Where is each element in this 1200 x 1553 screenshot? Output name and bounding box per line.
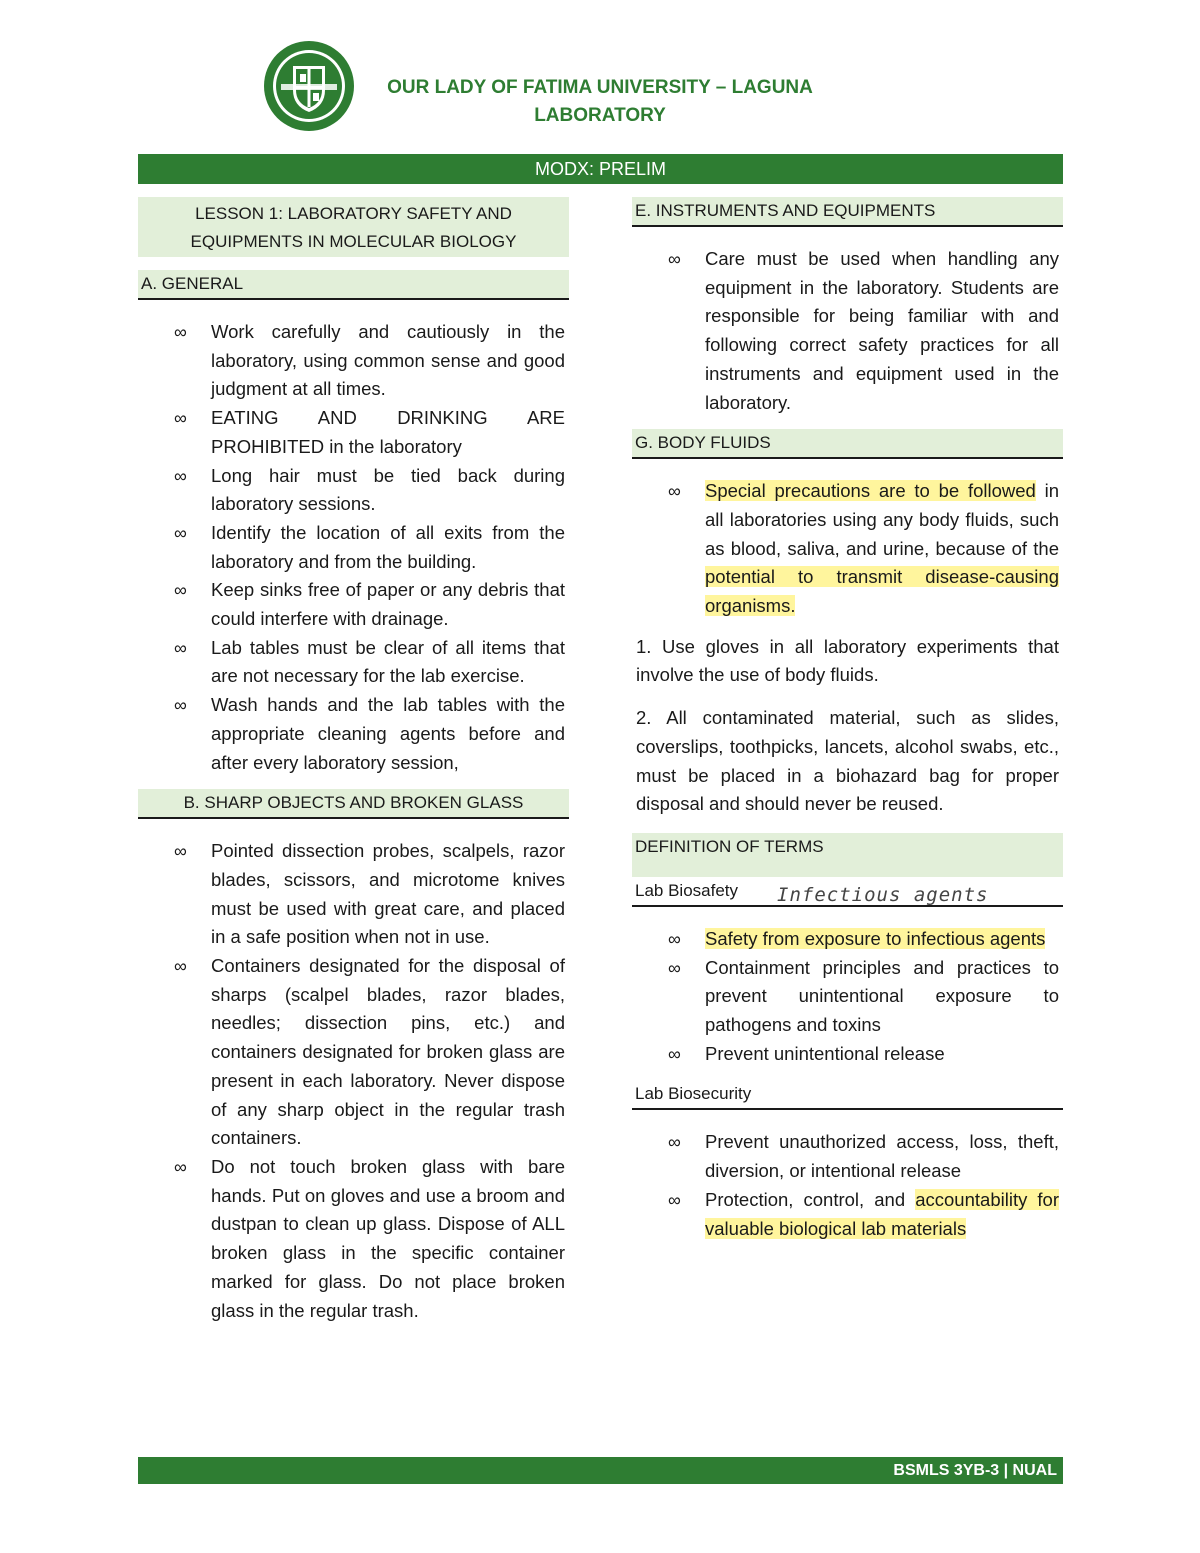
infinity-bullet-icon: ∞ (668, 249, 681, 269)
highlighted-text: accountability for valuable biological lab materials (705, 1188, 1060, 1239)
infinity-bullet-icon: ∞ (668, 928, 681, 949)
left-column (138, 197, 569, 1337)
section-heading-general: A. GENERAL (138, 270, 569, 300)
list-item: ∞ Special precautions are to be followed in all laboratories using any body fluids, such as blood, saliva, and urine, because of the potential to transmit disease-causing organisms. (632, 477, 1063, 621)
list-item: ∞ EATING AND DRINKING ARE PROHIBITED in the laboratory (138, 404, 569, 461)
module-banner: MODX: PRELIM (138, 154, 1063, 184)
list-item: ∞ Pointed dissection probes, scalpels, razor blades, scissors, and microtome knives must be used with great care, and placed in a safe position when not in use. (138, 837, 569, 952)
list-item: ∞ Prevent unintentional release (632, 1040, 1063, 1069)
lab-biosafety-label: Lab Biosafety (635, 880, 739, 900)
body-fluids-rule-1: 1. Use gloves in all laboratory experiments that involve the use of body fluids. (636, 635, 1059, 686)
infinity-bullet-icon: ∞ (174, 322, 187, 342)
infinity-bullet-icon: ∞ (174, 522, 187, 543)
page-header (0, 0, 1200, 140)
list-item: ∞ Prevent unauthorized access, loss, theft, diversion, or intentional release (632, 1128, 1063, 1185)
section-heading-body-fluids: G. BODY FLUIDS (632, 429, 1063, 459)
sharp-objects-list (138, 837, 569, 1325)
infinity-bullet-icon: ∞ (174, 408, 187, 429)
footer-banner: BSMLS 3YB-3 | NUAL (138, 1457, 1063, 1484)
section-heading-definitions: DEFINITION OF TERMS (632, 833, 1063, 877)
infinity-bullet-icon: ∞ (174, 956, 187, 977)
section-heading-sharp-objects: B. SHARP OBJECTS AND BROKEN GLASS (138, 789, 569, 819)
lab-biosecurity-label: Lab Biosecurity (635, 1084, 752, 1104)
list-item (632, 925, 1063, 954)
list-item: ∞ Containers designated for the disposal of sharps (scalpel blades, razor blades, needles; dissection pins, etc.) and containers designated for broken glass are present in each laboratory. Never dispose of any sharp object in the regular trash containers. (138, 952, 569, 1153)
infinity-bullet-icon: ∞ (668, 481, 681, 502)
section-heading-instruments: E. INSTRUMENTS AND EQUIPMENTS (632, 197, 1063, 227)
body-fluids-rule-2: 2. All contaminated material, such as slides, coverslips, toothpicks, lancets, alcohol swabs, etc., must be placed in a biohazard bag for proper disposal and should never be reused. (636, 707, 1059, 815)
list-item: ∞ Work carefully and cautiously in the laboratory, using common sense and good judgment at all times. (138, 318, 569, 404)
infinity-bullet-icon: ∞ (174, 841, 187, 862)
list-item: ∞ Protection, control, and accountability for valuable biological lab materials (632, 1186, 1063, 1243)
list-item: ∞ Containment principles and practices to prevent unintentional exposure to pathogens and toxins (632, 954, 1063, 1040)
list-item: ∞ Wash hands and the lab tables with the appropriate cleaning agents before and after every laboratory session, (138, 691, 569, 777)
biosafety-list (632, 925, 1063, 1069)
general-list (138, 318, 569, 777)
list-item: ∞ Do not touch broken glass with bare hands. Put on gloves and use a broom and dustpan to clean up glass. Dispose of ALL broken glass in the specific container marked for glass. Do not place broken glass in the regular trash. (138, 1153, 569, 1325)
instruments-list (632, 245, 1063, 417)
subheading-lab-biosecurity (632, 1080, 1063, 1110)
infinity-bullet-icon: ∞ (174, 1156, 187, 1177)
infinity-bullet-icon: ∞ (174, 695, 187, 716)
infinity-bullet-icon: ∞ (174, 637, 187, 658)
biosecurity-list (632, 1128, 1063, 1243)
infinity-bullet-icon: ∞ (668, 1132, 681, 1153)
list-item: ∞ Lab tables must be clear of all items that are not necessary for the lab exercise. (138, 634, 569, 691)
lesson-title: LESSON 1: LABORATORY SAFETY AND EQUIPMENTS IN MOLECULAR BIOLOGY (138, 197, 569, 257)
university-seal-icon (263, 40, 355, 132)
university-name: OUR LADY OF FATIMA UNIVERSITY – LAGUNA (387, 77, 813, 98)
infinity-bullet-icon: ∞ (174, 465, 187, 486)
infinity-bullet-icon: ∞ (668, 1189, 681, 1210)
infinity-bullet-icon: ∞ (668, 957, 681, 978)
infinity-bullet-icon: ∞ (668, 1043, 681, 1064)
infinity-bullet-icon: ∞ (174, 580, 187, 601)
list-item: ∞ Long hair must be tied back during laboratory sessions. (138, 462, 569, 519)
list-item: ∞ Care must be used when handling any equipment in the laboratory. Students are responsible for being familiar with and following correct safety practices for all instruments and equipment used in the laboratory. (632, 245, 1063, 417)
list-item: ∞ Keep sinks free of paper or any debris that could interfere with drainage. (138, 576, 569, 633)
highlighted-text: potential to transmit disease-causing organisms. (705, 566, 1059, 617)
subheading-lab-biosafety (632, 877, 1063, 907)
right-column (632, 197, 1063, 1255)
department-name: LABORATORY (534, 105, 666, 126)
university-title (355, 74, 845, 130)
handwritten-note: Infectious agents (777, 883, 989, 906)
list-item: ∞ Identify the location of all exits from the laboratory and from the building. (138, 519, 569, 576)
body-fluids-list (632, 477, 1063, 621)
highlighted-text: Special precautions are to be followed (705, 480, 1036, 502)
highlighted-text: Safety from exposure to infectious agents (705, 927, 1046, 949)
